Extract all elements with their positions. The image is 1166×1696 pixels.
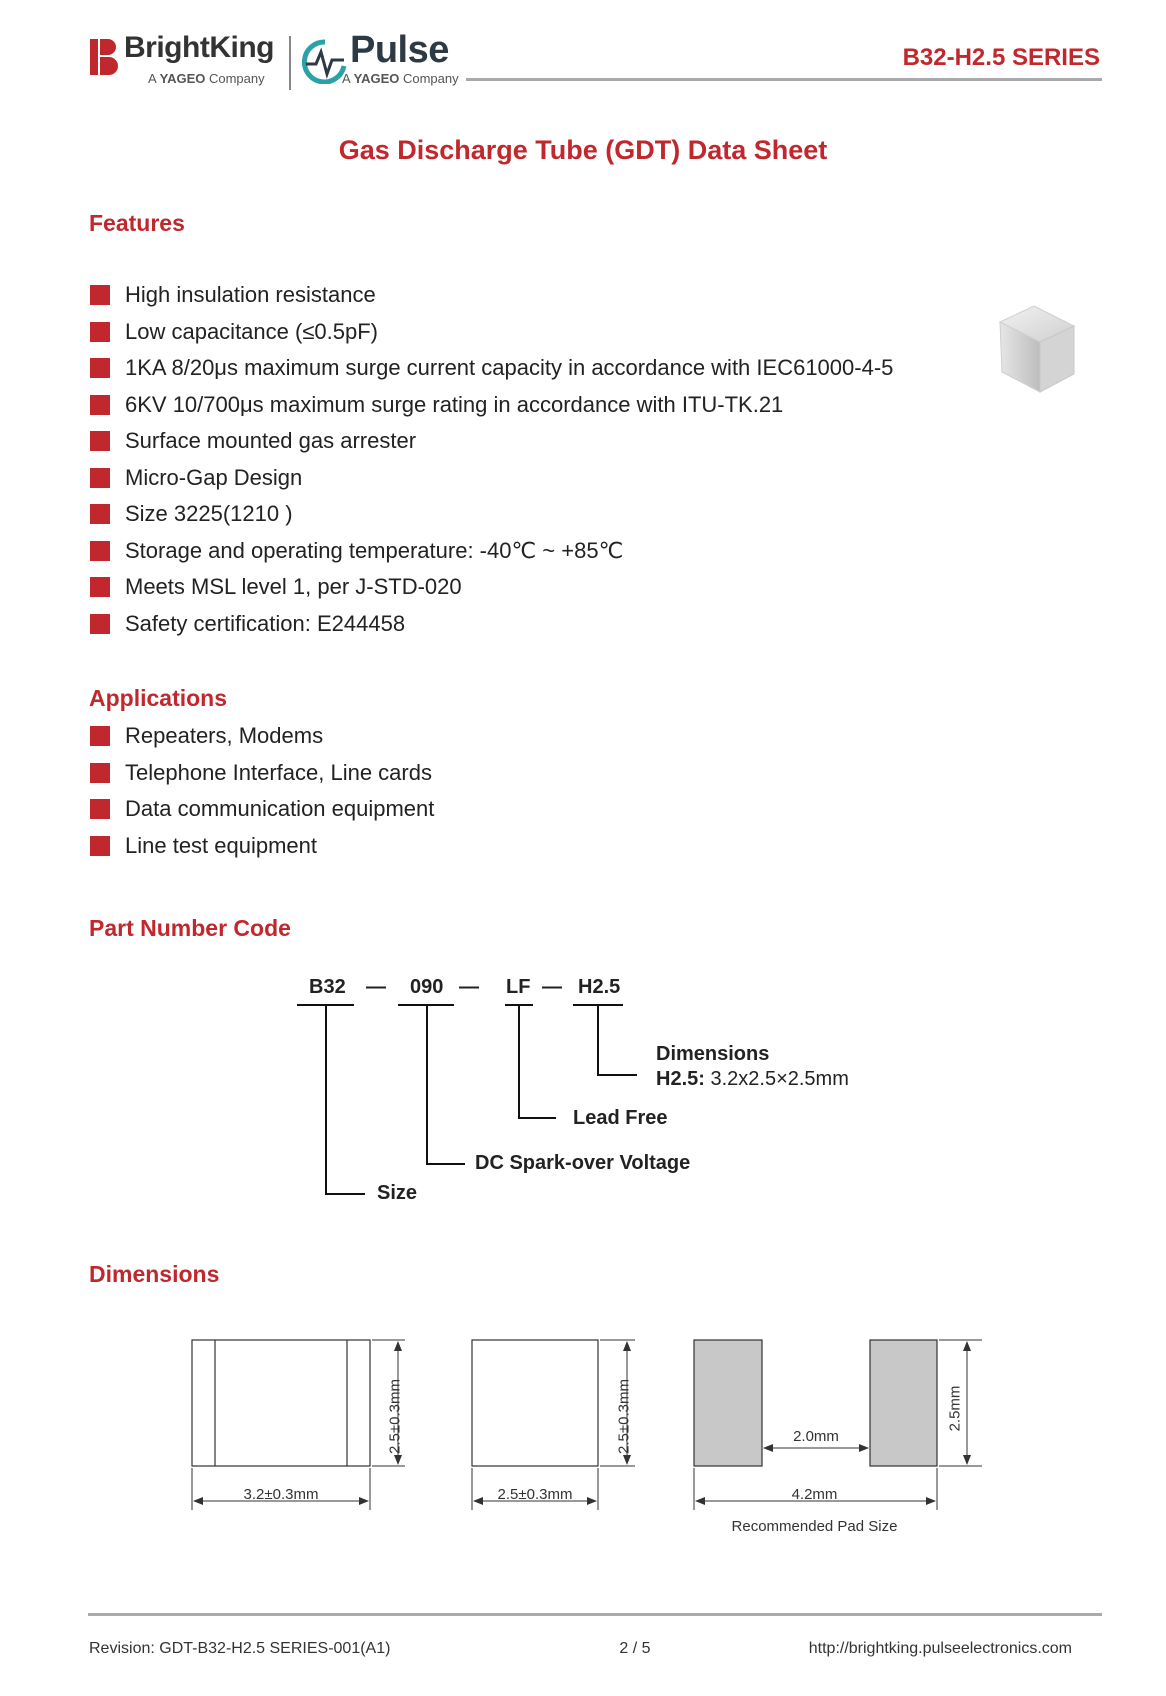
features-item-text: Surface mounted gas arrester — [125, 428, 417, 453]
bullet-square-icon — [90, 468, 110, 488]
footer-revision: Revision: GDT-B32-H2.5 SERIES-001(A1) — [89, 1640, 391, 1657]
logo-sub-brand: YAGEO — [159, 71, 206, 86]
leader-line-dimensions — [597, 1074, 637, 1076]
applications-item-text: Line test equipment — [125, 832, 318, 858]
features-item-text: 1KA 8/20μs maximum surge current capacity in accordance with IEC61000-4-5 — [125, 355, 894, 380]
series-title: B32-H2.5 SERIES — [902, 44, 1100, 71]
bullet-square-icon — [90, 541, 110, 561]
features-item-text: High insulation resistance — [125, 282, 376, 307]
bullet-square-icon — [90, 431, 110, 451]
pn-dash: — — [459, 976, 479, 998]
features-item — [90, 391, 1010, 428]
features-item — [90, 464, 1010, 501]
brightking-logo-text: BrightKing — [124, 31, 274, 64]
leader-line-leadfree — [518, 1005, 520, 1119]
applications-item — [90, 759, 790, 796]
dimensions-key: H2.5: — [656, 1068, 705, 1090]
bullet-square-icon — [90, 763, 110, 783]
pn-dash: — — [366, 976, 386, 998]
leader-line-leadfree — [518, 1117, 556, 1119]
bullet-square-icon — [90, 395, 110, 415]
logo-sub-prefix: A — [148, 71, 156, 86]
features-item — [90, 573, 1010, 610]
logo-sub-prefix: A — [342, 71, 350, 86]
pn-label-dimensions: Dimensions — [656, 1043, 770, 1065]
pn-dash: — — [542, 976, 562, 998]
footer-page-number: 2 / 5 — [619, 1640, 651, 1657]
footer-url-link[interactable]: http://brightking.pulseelectronics.com — [808, 1640, 1072, 1657]
leader-line-dimensions — [597, 1005, 599, 1076]
bullet-square-icon — [90, 799, 110, 819]
pn-label-size: Size — [377, 1182, 418, 1204]
side-view-width-label: 3.2±0.3mm — [243, 1486, 319, 1503]
features-heading: Features — [89, 210, 185, 236]
features-item — [90, 318, 1010, 355]
dimensions-heading: Dimensions — [89, 1261, 220, 1287]
pn-label-dimensions-value — [656, 1068, 849, 1091]
pad-height-label: 2.5mm — [946, 1385, 964, 1432]
pulse-logo-subtitle — [342, 71, 459, 86]
features-item — [90, 610, 1010, 647]
applications-item-text: Repeaters, Modems — [125, 723, 324, 748]
features-item-text: Safety certification: E244458 — [125, 610, 406, 636]
features-item — [90, 281, 1010, 318]
features-list — [90, 281, 1010, 646]
logo-sub-suffix: Company — [208, 71, 265, 86]
bullet-square-icon — [90, 836, 110, 856]
pn-segment-size: B32 — [309, 976, 346, 998]
features-item-text: Micro-Gap Design — [125, 464, 303, 490]
features-item-text: 6KV 10/700μs maximum surge rating in accordance with ITU-TK.21 — [125, 391, 784, 417]
side-view-height-label: 2.5±0.3mm — [386, 1379, 404, 1454]
product-photo — [992, 300, 1082, 400]
logo-sub-suffix: Company — [402, 71, 459, 86]
pn-segment-voltage: 090 — [410, 976, 444, 998]
end-view-width-label: 2.5±0.3mm — [497, 1486, 573, 1503]
part-number-heading: Part Number Code — [89, 915, 291, 941]
bullet-square-icon — [90, 285, 110, 305]
logo-divider — [289, 36, 291, 90]
applications-item-text: Data communication equipment — [125, 796, 435, 821]
features-item — [90, 537, 1010, 574]
end-view-height-label: 2.5±0.3mm — [615, 1379, 633, 1454]
pad-total-label: 4.2mm — [791, 1486, 838, 1503]
bullet-square-icon — [90, 358, 110, 378]
leader-line-size — [325, 1193, 365, 1195]
brightking-logo-subtitle — [148, 71, 265, 86]
applications-item — [90, 832, 790, 869]
features-item-text: Meets MSL level 1, per J-STD-020 — [125, 574, 462, 599]
pad-caption: Recommended Pad Size — [731, 1518, 898, 1535]
bullet-square-icon — [90, 726, 110, 746]
features-item — [90, 427, 1010, 464]
features-item-text: Storage and operating temperature: -40℃ ~ +85℃ — [125, 537, 624, 563]
logo-sub-brand: YAGEO — [353, 71, 400, 86]
document-title: Gas Discharge Tube (GDT) Data Sheet — [338, 135, 828, 165]
pn-label-leadfree: Lead Free — [573, 1107, 668, 1129]
features-item-text: Low capacitance (≤0.5pF) — [125, 318, 378, 344]
features-item-text: Size 3225(1210 ) — [125, 501, 293, 526]
leader-line-voltage — [426, 1163, 465, 1165]
pad-gap-label: 2.0mm — [793, 1428, 839, 1445]
applications-item — [90, 722, 790, 759]
bullet-square-icon — [90, 577, 110, 597]
leader-line-voltage — [426, 1005, 428, 1165]
applications-list — [90, 722, 790, 868]
brightking-logo-icon — [90, 39, 118, 75]
pn-segment-leadfree: LF — [506, 976, 531, 998]
footer-divider — [88, 1613, 1102, 1616]
dimensions-value: 3.2x2.5×2.5mm — [710, 1068, 849, 1090]
pn-segment-dimensions: H2.5 — [578, 976, 621, 998]
applications-item — [90, 795, 790, 832]
pn-label-voltage: DC Spark-over Voltage — [475, 1152, 691, 1174]
applications-item-text: Telephone Interface, Line cards — [125, 759, 432, 785]
applications-heading: Applications — [89, 685, 228, 711]
header-divider — [466, 78, 1102, 81]
features-item — [90, 500, 1010, 537]
bullet-square-icon — [90, 504, 110, 524]
leader-line-size — [325, 1005, 327, 1195]
bullet-square-icon — [90, 322, 110, 342]
features-item — [90, 354, 1010, 391]
bullet-square-icon — [90, 614, 110, 634]
pulse-logo-text: Pulse — [350, 29, 449, 71]
